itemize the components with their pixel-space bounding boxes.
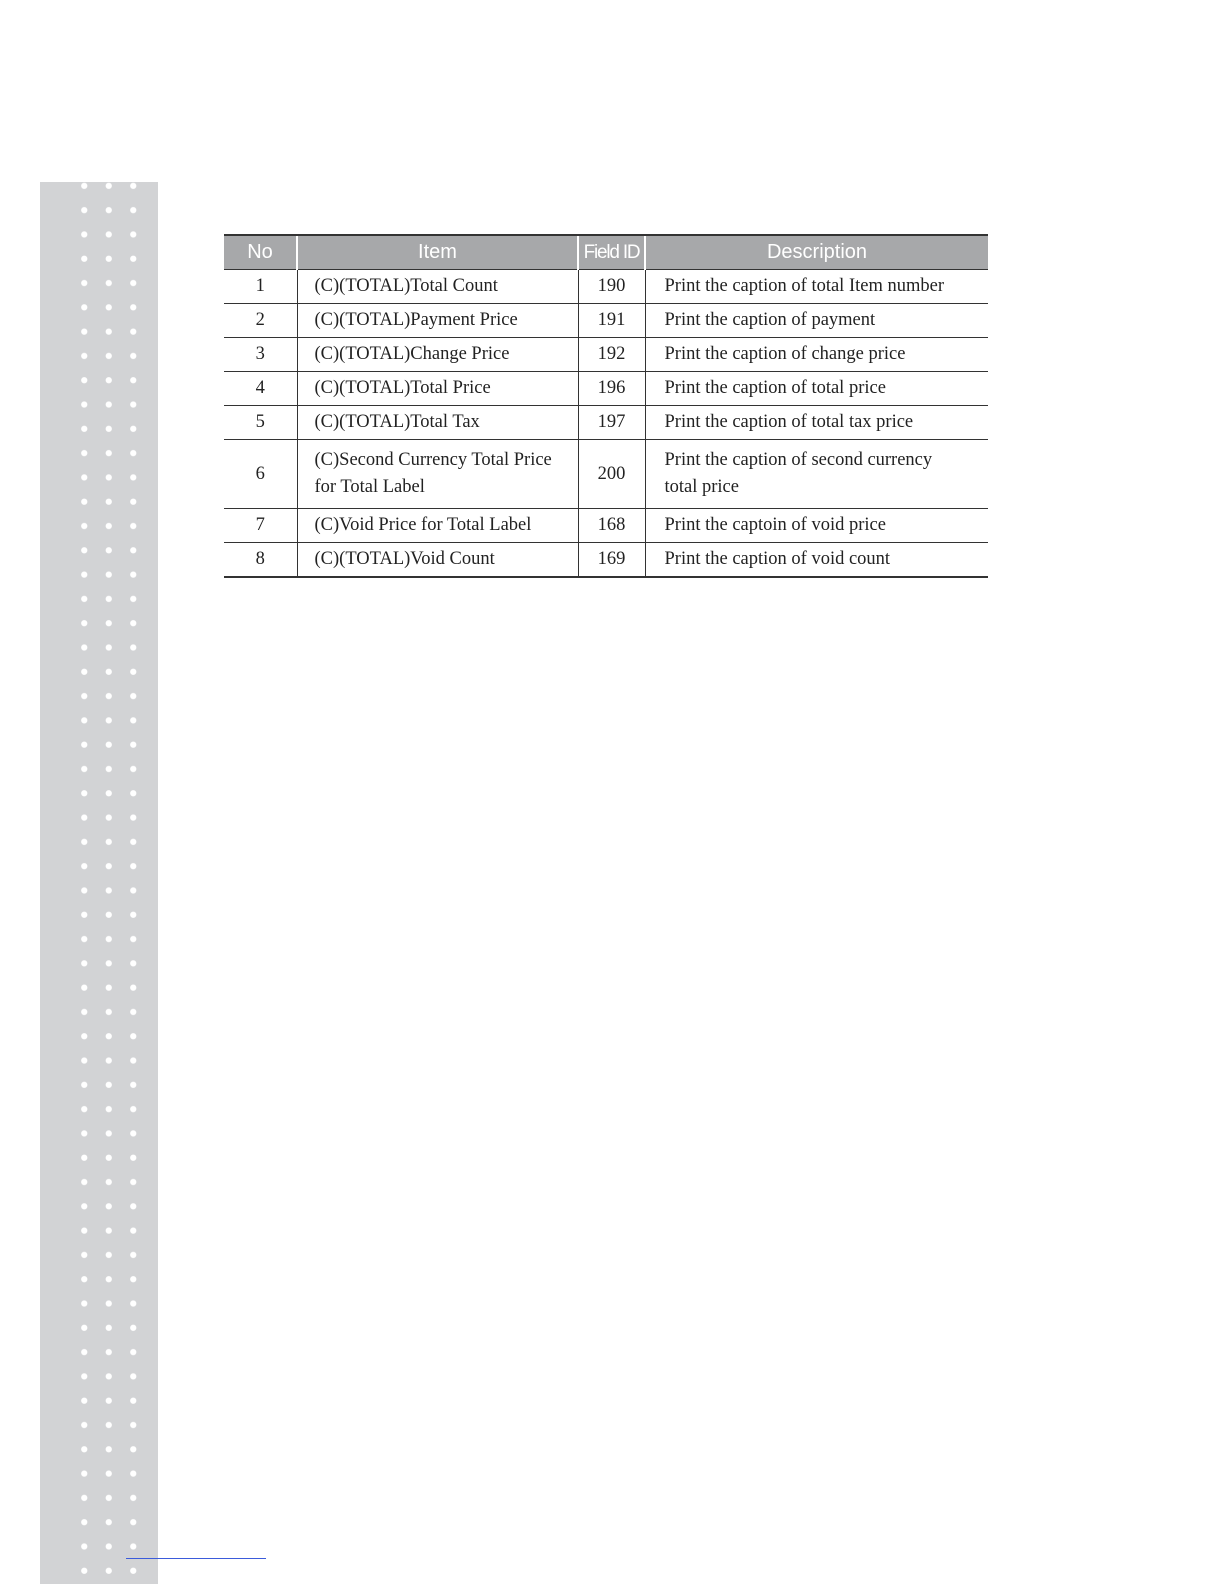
- footer-rule: [126, 1558, 266, 1559]
- table-row: [224, 372, 988, 406]
- table-row: [224, 270, 988, 304]
- field-caption-table: [224, 234, 988, 578]
- row-no: 3: [224, 338, 297, 372]
- row-field-id: 197: [578, 406, 645, 440]
- row-no: 2: [224, 304, 297, 338]
- table-row: [224, 406, 988, 440]
- row-description: [645, 440, 988, 509]
- row-description: Print the caption of void count: [645, 543, 988, 578]
- side-band-edge-left: [40, 182, 68, 1584]
- table-row: [224, 440, 988, 509]
- row-description: Print the caption of payment: [645, 304, 988, 338]
- row-description: Print the caption of total Item number: [645, 270, 988, 304]
- header-field-id: Field ID: [578, 235, 645, 270]
- row-description: Print the caption of change price: [645, 338, 988, 372]
- row-no: 7: [224, 509, 297, 543]
- row-description: Print the captoin of void price: [645, 509, 988, 543]
- row-item: (C)(TOTAL)Total Tax: [297, 406, 578, 440]
- row-no: 1: [224, 270, 297, 304]
- row-field-id: 196: [578, 372, 645, 406]
- row-no: 5: [224, 406, 297, 440]
- row-field-id: 190: [578, 270, 645, 304]
- row-item: (C)(TOTAL)Total Price: [297, 372, 578, 406]
- row-field-id: 192: [578, 338, 645, 372]
- row-item: (C)(TOTAL)Payment Price: [297, 304, 578, 338]
- row-field-id: 191: [578, 304, 645, 338]
- table-header-row: [224, 235, 988, 270]
- header-description: Description: [645, 235, 988, 270]
- row-no: 6: [224, 440, 297, 509]
- row-description-line: total price: [664, 477, 739, 497]
- row-field-id: 169: [578, 543, 645, 578]
- table-row: [224, 509, 988, 543]
- row-description: Print the caption of total price: [645, 372, 988, 406]
- row-item: (C)(TOTAL)Change Price: [297, 338, 578, 372]
- header-no: No: [224, 235, 297, 270]
- row-item: (C)(TOTAL)Void Count: [297, 543, 578, 578]
- row-description-line: Print the caption of second currency: [664, 450, 933, 470]
- row-description: Print the caption of total tax price: [645, 406, 988, 440]
- row-field-id: 200: [578, 440, 645, 509]
- row-item: (C)Void Price for Total Label: [297, 509, 578, 543]
- table-row: [224, 543, 988, 578]
- row-item-line: for Total Label: [314, 477, 425, 497]
- row-field-id: 168: [578, 509, 645, 543]
- row-item: [297, 440, 578, 509]
- table-row: [224, 338, 988, 372]
- side-band-edge-right: [146, 182, 158, 1584]
- table-row: [224, 304, 988, 338]
- row-no: 8: [224, 543, 297, 578]
- row-item: (C)(TOTAL)Total Count: [297, 270, 578, 304]
- header-item: Item: [297, 235, 578, 270]
- row-item-line: (C)Second Currency Total Price: [314, 450, 552, 470]
- row-no: 4: [224, 372, 297, 406]
